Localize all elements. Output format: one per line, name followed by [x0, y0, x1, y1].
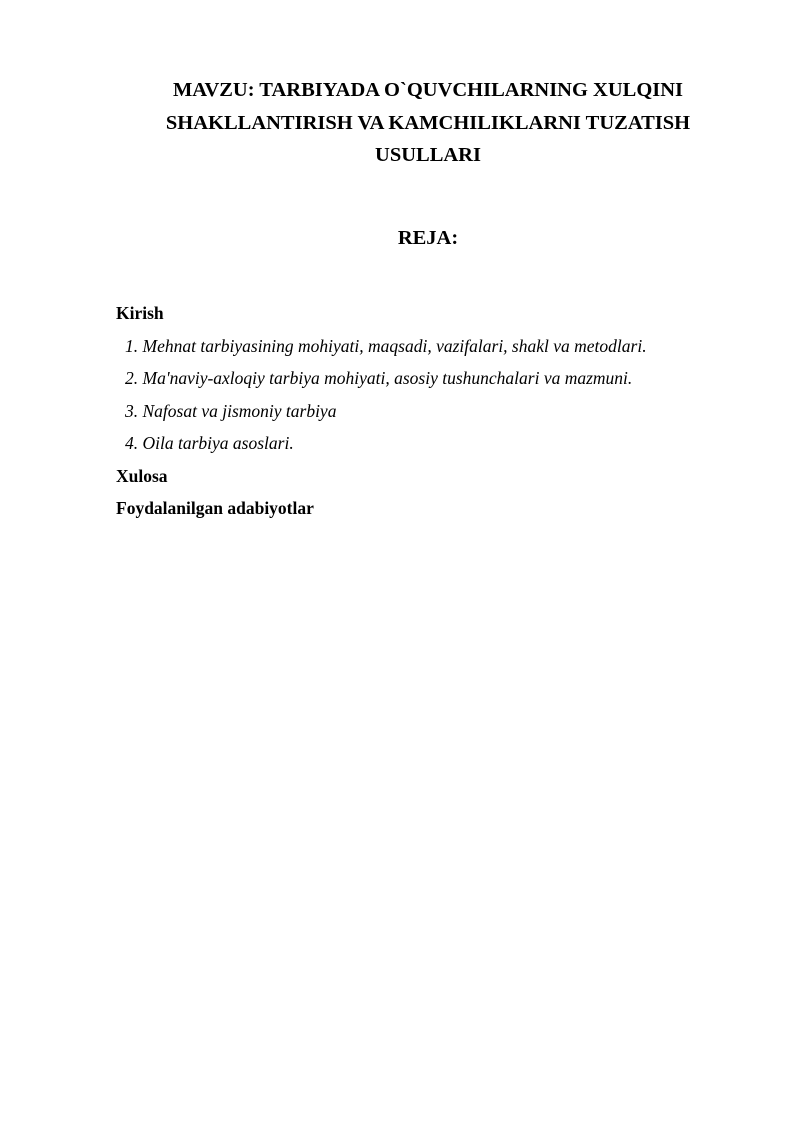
plan-outline: [116, 297, 756, 525]
plan-item-list: [116, 330, 756, 460]
plan-item-1: 1. Mehnat tarbiyasining mohiyati, maqsadi, vazifalari, shakl va metodlari.: [125, 335, 647, 356]
plan-item-4: 4. Oila tarbiya asoslari.: [125, 433, 294, 453]
title-line-3: USULLARI: [375, 144, 481, 166]
intro-heading: Kirish: [116, 303, 164, 323]
plan-item-2: 2. Ma'naviy-axloqiy tarbiya mohiyati, asosiy tushunchalari va mazmuni.: [125, 368, 633, 388]
document-title: [118, 74, 738, 172]
title-line-1: MAVZU: TARBIYADA O`QUVCHILARNING XULQINI: [172, 79, 684, 101]
references-heading: Foydalanilgan adabiyotlar: [116, 498, 314, 518]
title-line-2: SHAKLLANTIRISH VA KAMCHILIKLARNI TUZATISH: [165, 111, 691, 134]
plan-heading: REJA:: [397, 227, 459, 249]
conclusion-heading: Xulosa: [116, 465, 168, 486]
plan-item-3: 3. Nafosat va jismoniy tarbiya: [125, 400, 337, 421]
